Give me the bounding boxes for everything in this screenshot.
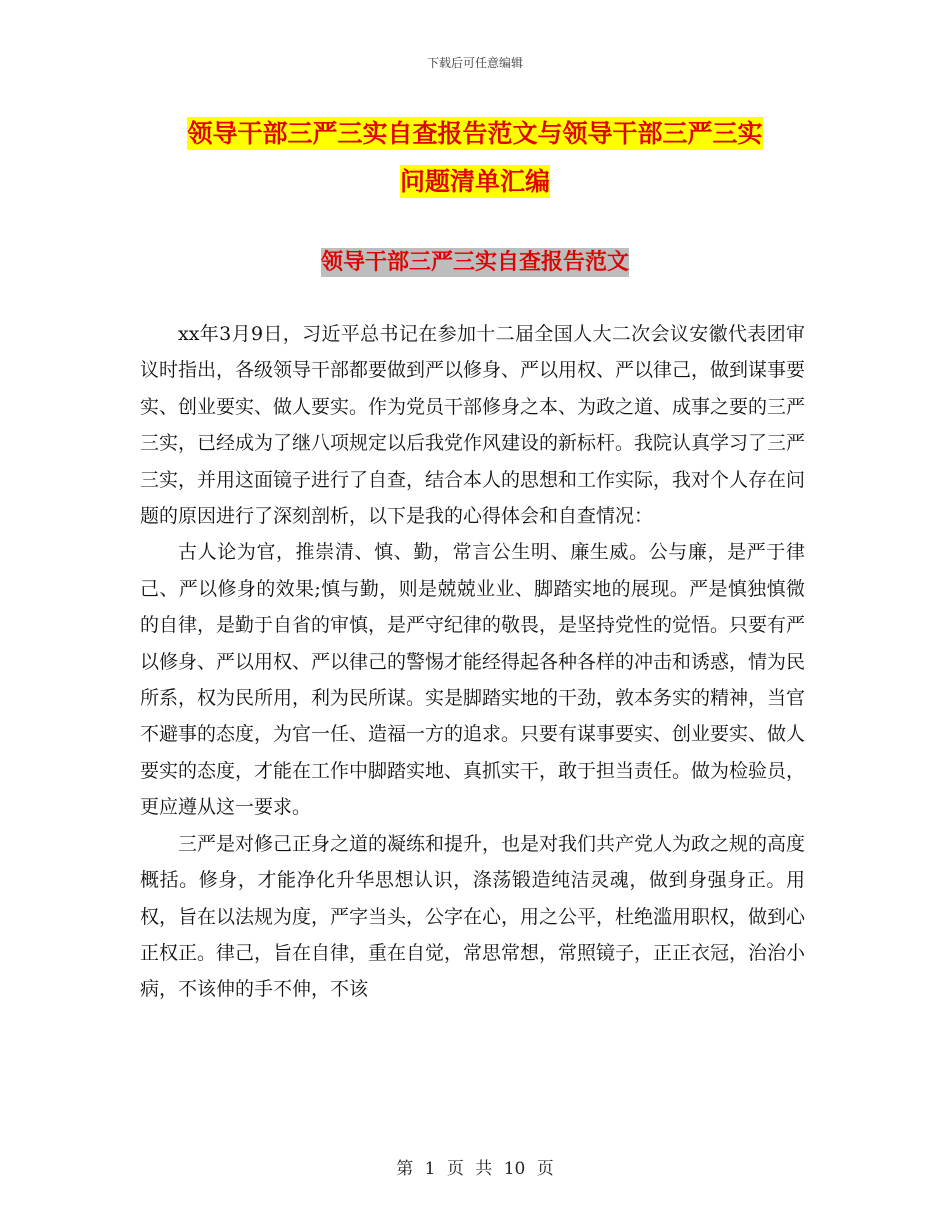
paragraph-1: xx年3月9日，习近平总书记在参加十二届全国人大二次会议安徽代表团审议时指出，各级领导干部都要做到严以修身、严以用权、严以律己，做到谋事要实、创业要实、做人要实。作为党员干部修身之本、为政之道、成事之要的三严三实，已经成为了继八项规定以后我党作风建设的新标杆。我院认真学习了三严三实，并用这面镜子进行了自查，结合本人的思想和工作实际，我对个人存在问题的原因进行了深刻剖析，以下是我的心得体会和自查情况： (140, 323, 806, 528)
paragraph-3: 三严是对修己正身之道的凝练和提升，也是对我们共产党人为政之规的高度概括。修身，才能净化升华思想认识，涤荡锻造纯洁灵魂，做到身强身正。用权，旨在以法规为度，严字当头，公字在心，用之公平，杜绝滥用职权，做到心正权正。律己，旨在自律，重在自觉，常思常想，常照镜子，正正衣冠，治治小病，不该伸的手不伸，不该 (140, 832, 806, 1001)
document-title (0, 110, 950, 206)
section-heading (0, 246, 950, 280)
document-title-line-1: 领导干部三严三实自查报告范文与领导干部三严三实 (187, 119, 763, 148)
section-heading-text: 领导干部三严三实自查报告范文 (320, 250, 629, 275)
document-title-line-2: 问题清单汇编 (399, 167, 550, 196)
paragraph-2: 古人论为官，推崇清、慎、勤，常言公生明、廉生威。公与廉，是严于律己、严以修身的效果;慎与勤，则是兢兢业业、脚踏实地的展现。严是慎独慎微的自律，是勤于自省的审慎，是严守纪律的敬畏，是坚持党性的觉悟。只要有严以修身、严以用权、严以律己的警惕才能经得起各种各样的冲击和诱惑，情为民所系，权为民所用，利为民所谋。实是脚踏实地的干劲，敦本务实的精神，当官不避事的态度，为官一任、造福一方的追求。只要有谋事要实、创业要实、做人要实的态度，才能在工作中脚踏实地、真抓实干，敢于担当责任。做为检验员，更应遵从这一要求。 (140, 541, 806, 819)
page-number: 第 1 页 共 10 页 (396, 1159, 554, 1179)
page-header-note: 下载后可任意编辑 (426, 56, 523, 70)
document-body (140, 316, 805, 1008)
